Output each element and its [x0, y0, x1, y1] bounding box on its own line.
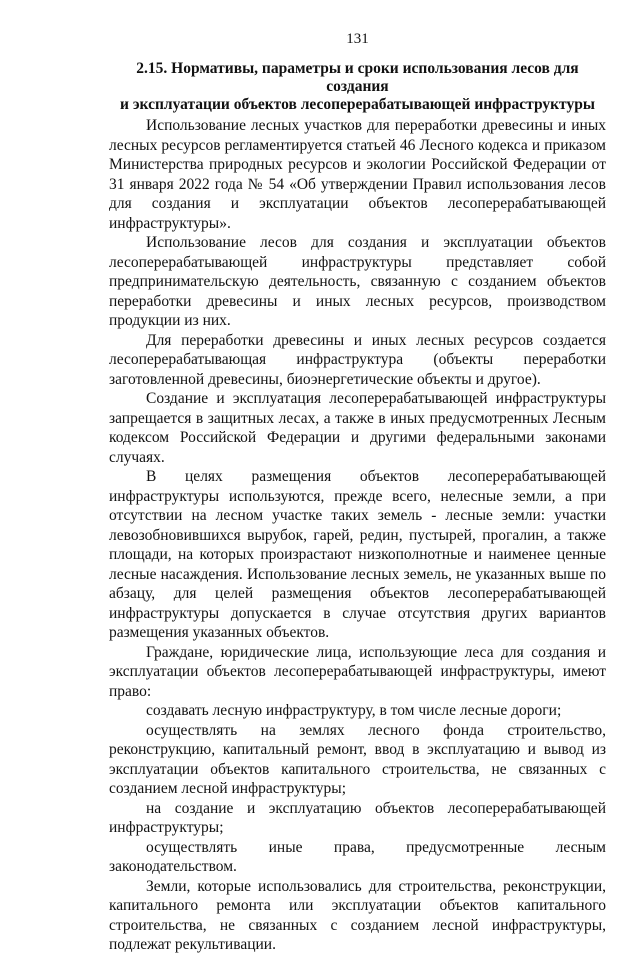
section-heading-line-2: и эксплуатации объектов лесоперерабатывающей инфраструктуры [120, 96, 595, 113]
paragraph-recultivation: Земли, которые использовались для строительства, реконструкции, капитального ремонта или эксплуатации объектов капитального строительства, не связанных с созданием лесной инфраструктуры, подлежат рекультивации. [109, 877, 606, 953]
paragraph-legal-basis: Использование лесных участков для переработки древесины и иных лесных ресурсов регламентируется статьей 46 Лесного кодекса и приказом Министерства природных ресурсов и экологии Российской Федерации от 31 января 2022 года № 54 «Об утверждении Правил использования лесов для создания и эксплуатации объектов лесоперерабатывающей инфраструктуры». [109, 117, 606, 232]
paragraph-infrastructure: Для переработки древесины и иных лесных ресурсов создается лесоперерабатывающая инфраструктура (объекты переработки заготовленной древесины, биоэнергетические объекты и другое). [109, 331, 606, 388]
page-number: 131 [346, 31, 369, 47]
paragraph-rights-intro: Граждане, юридические лица, использующие леса для создания и эксплуатации объектов лесоперерабатывающей инфраструктуры, имеют право: [109, 643, 606, 700]
section-heading-line-1: 2.15. Нормативы, параметры и сроки использования лесов для создания [136, 60, 579, 95]
list-item-other-rights: осуществлять иные права, предусмотренные лесным законодательством. [109, 838, 606, 875]
paragraph-land-use: В целях размещения объектов лесоперерабатывающей инфраструктуры используются, прежде всего, нелесные земли, а при отсутствии на лесном участке таких земель - лесные земли: участки левозобновившихся вырубок, гарей, редин, пустырей, прогалин, а также площади, на которых произрастают низкополнотные и наименее ценные лесные насаждения. Использование лесных земель, не указанных выше по абзацу, для целей размещения объектов лесоперерабатывающей инфраструктуры допускается в случае отсутствия других вариантов размещения указанных объектов. [109, 468, 606, 641]
paragraph-prohibition: Создание и эксплуатация лесоперерабатывающей инфраструктуры запрещается в защитных лесах, а также в иных предусмотренных Лесным кодексом Российской Федерации и другими федеральными законами случаях. [109, 390, 606, 466]
section-heading [109, 60, 606, 114]
list-item-construction: осуществлять на землях лесного фонда строительство, реконструкцию, капитальный ремонт, ввод в эксплуатацию и вывод из эксплуатации объектов капитального строительства, не связанных с созданием лесной инфраструктуры; [109, 721, 606, 797]
list-item-creation: на создание и эксплуатацию объектов лесоперерабатывающей инфраструктуры; [109, 799, 606, 836]
paragraph-definition: Использование лесов для создания и эксплуатации объектов лесоперерабатывающей инфраструктуры представляет собой предпринимательскую деятельность, связанную с созданием объектов переработки древесины и иных лесных ресурсов, производством продукции из них. [109, 234, 606, 329]
list-item-roads: создавать лесную инфраструктуру, в том числе лесные дороги; [146, 702, 562, 719]
document-page [109, 30, 606, 955]
